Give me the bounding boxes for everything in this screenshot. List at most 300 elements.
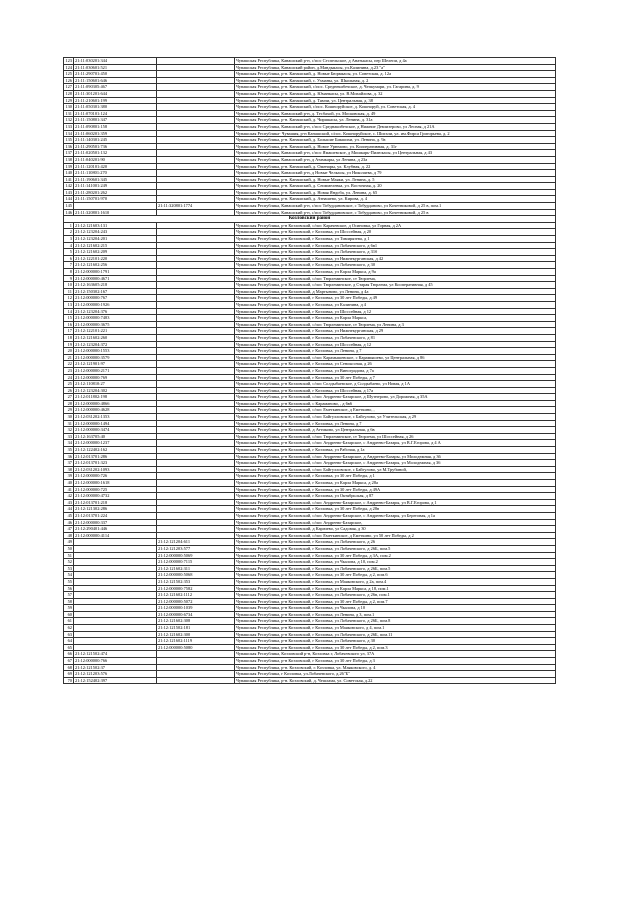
table-row <box>64 209 556 216</box>
row-number-cell: 37 <box>64 460 74 467</box>
row-number-cell: 44 <box>64 506 74 513</box>
row-number-cell: 23 <box>64 367 74 374</box>
premises-number-cell <box>157 328 235 335</box>
table-row <box>64 176 556 183</box>
table-row <box>64 354 556 361</box>
table-row <box>64 414 556 421</box>
cadastral-number-cell: 21:12:152402:397 <box>74 677 157 684</box>
premises-number-cell <box>157 242 235 249</box>
row-number-cell: 36 <box>64 453 74 460</box>
cadastral-number-cell <box>74 625 157 632</box>
premises-number-cell: 21:12:000000:5068 <box>157 572 235 579</box>
cadastral-number-cell: 21:11:150801:347 <box>74 117 157 124</box>
row-number-cell: 17 <box>64 328 74 335</box>
table-row <box>64 84 556 91</box>
premises-number-cell <box>157 84 235 91</box>
row-number-cell: 24 <box>64 374 74 381</box>
address-cell: Чувашская Республика, р-н Козловский, г Козловка, ул Шоссейная, д 17а <box>235 387 556 394</box>
row-number-cell: 62 <box>64 625 74 632</box>
premises-number-cell <box>157 196 235 203</box>
cadastral-number-cell <box>74 585 157 592</box>
address-cell: Чувашская Республика, р-н Козловский, с/пос Байгулловское, с Байгулово, ул Учительская, д 29 <box>235 414 556 421</box>
row-number-cell: 13 <box>64 301 74 308</box>
address-cell: Чувашская Республика, р-н Козловский, г Козловка, ул Ленина, д 3, пом.1 <box>235 611 556 618</box>
premises-number-cell <box>157 262 235 269</box>
address-cell: Чувашская Республика, р-н Козловский, г Козловка, ул Лобачевского, д 26в, пом.1 <box>235 592 556 599</box>
premises-number-cell <box>157 526 235 533</box>
premises-number-cell <box>157 64 235 71</box>
cadastral-number-cell: 21:11:120101:420 <box>74 163 157 170</box>
cadastral-number-cell: 21:12:000000:4114 <box>74 532 157 539</box>
row-number-cell: 141 <box>65 176 72 182</box>
cadastral-number-cell: 21:12:000000:1926 <box>74 301 157 308</box>
premises-number-cell <box>157 229 235 236</box>
table-row <box>64 658 556 665</box>
table-row <box>64 512 556 519</box>
table-row <box>64 301 556 308</box>
cadastral-number-cell: 21:12:000000:7483 <box>74 315 157 322</box>
address-cell: Чувашская Республика, р-н. Канашский, д. Новые Бюрмкасы, ул. Советская, д. 12а <box>235 71 556 78</box>
registry-sheet <box>63 57 556 684</box>
table-row <box>64 671 556 678</box>
row-number-cell: 45 <box>64 512 74 519</box>
row-number-cell: 32 <box>64 427 74 434</box>
address-cell: Чувашская Республика, р-н Козловский, г Козловка, ул Рабочая, д 1а <box>235 447 556 454</box>
row-number-cell: 46 <box>64 519 74 526</box>
premises-number-cell: 21:12:000000:5072 <box>157 598 235 605</box>
address-cell: Чувашская Республика, р-н Козловский, г Козловка, ул Лобачевского, д 6в1 <box>235 242 556 249</box>
table-row <box>64 236 556 243</box>
premises-number-cell: 21:12:000000:7115 <box>157 559 235 566</box>
cadastral-number-cell: 21:12:163705:40 <box>74 433 157 440</box>
address-cell: Чувашская Республика, р-н Козловский, г Козловка, ул Шоссейная, д 12 <box>235 308 556 315</box>
cadastral-number-cell: 21:12:000000:3579 <box>74 354 157 361</box>
cadastral-number-cell: 21:12:031202:1093 <box>74 466 157 473</box>
premises-number-cell <box>157 671 235 678</box>
premises-number-cell <box>157 354 235 361</box>
section-title: Козловский район <box>64 216 556 223</box>
address-cell: Чувашская Республика, р-н Козловский, г Козловка, ул Виноградова, д 7а <box>235 367 556 374</box>
address-cell: Чувашская Республика, р-н Козловский, г Козловка, ул Карла Маркса, д 18, пом.1 <box>235 585 556 592</box>
cadastral-number-cell: 21:12:000000:1237 <box>74 440 157 447</box>
premises-number-cell: 21:12:121602:300 <box>157 631 235 638</box>
address-cell: Чувашская Республика, р-н Козловский, с/пос Солдыбаевское, д Солдыбаево, ул Новая, д 1А <box>235 381 556 388</box>
premises-number-cell <box>157 447 235 454</box>
premises-number-cell <box>157 466 235 473</box>
row-number-cell: 48 <box>64 532 74 539</box>
cadastral-number-cell: 21:12:013701:286 <box>74 453 157 460</box>
premises-number-cell <box>157 150 235 157</box>
row-number-cell: 42 <box>64 493 74 500</box>
row-number-cell: 57 <box>64 592 74 599</box>
table-row <box>64 592 556 599</box>
table-row <box>64 493 556 500</box>
address-cell: Чувашская Республика, р-н Козловский, г Козловка, ул Лобачевского, д 26Б, пом.8 <box>235 618 556 625</box>
address-cell: Чувашская Республика, р-н Козловский, с/пос Карачевское, д Осиновка, ул Горная, д 2А <box>235 222 556 229</box>
cadastral-number-cell <box>74 605 157 612</box>
address-cell: Чувашская Республика, р-н Козловский, с/пос Еметкинское, д Еметкино, ул 50 лет Победы, д 2 <box>235 532 556 539</box>
address-cell: Чувашская Республика, р-н. Канашский, д. Тямчи, ул. Центральная, д. 38 <box>235 97 556 104</box>
address-cell: Чувашская Республика, Канашский р-н, с/пос Тобурдановское, с Тобурданово, ул Кочетниковой, д 25 в, пом.1 <box>235 203 556 210</box>
premises-number-cell: 21:12:000000:6734 <box>157 611 235 618</box>
cadastral-number-cell: 21:11:210601:199 <box>74 97 157 104</box>
table-row <box>64 394 556 401</box>
table-row <box>64 222 556 229</box>
cadastral-number-cell: 21:12:011802:198 <box>74 394 157 401</box>
table-row <box>64 163 556 170</box>
table-row <box>64 460 556 467</box>
cadastral-number-cell: 21:11:140301:245 <box>74 137 157 144</box>
premises-number-cell <box>157 374 235 381</box>
address-cell: Чувашская Республика, р-н Козловский, г Козловка, ул Маяковского, д 2а, пом.4 <box>235 578 556 585</box>
address-cell: Чувашская Республика, р-н Козловский, с Караманово, , д 6в6 <box>235 400 556 407</box>
address-cell: Чувашская Республика, Канашский р-н, с/пос Ямашевское, д Мишкарь-Пилюкасы, ул Центральная, д 43 <box>235 150 556 157</box>
premises-number-cell: 21:12:121602:308 <box>157 618 235 625</box>
premises-number-cell <box>157 282 235 289</box>
cadastral-number-cell: 21:12:122101:220 <box>74 255 157 262</box>
row-number-cell: 34 <box>64 440 74 447</box>
premises-number-cell <box>157 301 235 308</box>
cadastral-number-cell: 21:12:000000:1494 <box>74 420 157 427</box>
table-row <box>64 387 556 394</box>
premises-number-cell <box>157 321 235 328</box>
row-number-cell: 58 <box>64 598 74 605</box>
row-number-cell: 125 <box>65 71 72 77</box>
row-number-cell: 6 <box>64 255 74 262</box>
row-number-cell: 129 <box>65 97 72 103</box>
address-cell: Чувашская Республика, р-н Козловский, д Карачево, ул Садовая, д 30 <box>235 526 556 533</box>
address-cell: Чувашская Республика, г Козловка, ул.Лобачевского, д.26"Б" <box>235 671 556 678</box>
row-number-cell: 3 <box>64 236 74 243</box>
address-cell: Чувашская Республика, р-н Козловский, с/пос Тюрлеминское, ст Тюрлема, ул Шоссейная, д 26 <box>235 433 556 440</box>
premises-number-cell <box>157 658 235 665</box>
row-number-cell: 127 <box>65 84 72 90</box>
table-row <box>64 506 556 513</box>
premises-number-cell <box>157 348 235 355</box>
address-cell: Чувашская Республика, р-н Козловский, г Козловка, ул 30 лет Победы, д 2, пом.3 <box>235 644 556 651</box>
cadastral-number-cell: 21:11:150701:970 <box>74 196 157 203</box>
cadastral-number-cell: 21:11:290701:450 <box>74 71 157 78</box>
address-cell: Чувашская Республика, р-н Козловский, г Козловка, ул Чкалова, д 10, пом.2 <box>235 559 556 566</box>
section-row <box>64 216 556 223</box>
cadastral-number-cell <box>74 578 157 585</box>
premises-number-cell <box>157 137 235 144</box>
row-number-cell: 25 <box>64 381 74 388</box>
premises-number-cell <box>157 334 235 341</box>
premises-number-cell <box>157 209 235 216</box>
premises-number-cell <box>157 407 235 414</box>
premises-number-cell <box>157 269 235 276</box>
row-number-cell: 28 <box>64 400 74 407</box>
row-number-cell: 20 <box>64 348 74 355</box>
cadastral-number-cell: 21:11:030601:521 <box>74 64 157 71</box>
address-cell: Чувашская Республика, р-н Козловский, г Козловка, ул 30 лет Победы, д 7 <box>235 374 556 381</box>
premises-number-cell <box>157 440 235 447</box>
premises-number-cell <box>157 427 235 434</box>
premises-number-cell <box>157 506 235 513</box>
cadastral-number-cell: 21:11:190601:345 <box>74 176 157 183</box>
address-cell: Чувашская Республика, р-н Козловский, г Козловка, ул Чкалова, д 10 <box>235 605 556 612</box>
table-row <box>64 269 556 276</box>
row-number-cell: 19 <box>64 341 74 348</box>
row-number-cell: 9 <box>64 275 74 282</box>
premises-number-cell <box>157 110 235 117</box>
table-row <box>64 433 556 440</box>
row-number-cell: 65 <box>64 644 74 651</box>
cadastral-number-cell: 21:12:121502:37 <box>74 664 157 671</box>
row-number-cell: 63 <box>64 631 74 638</box>
row-number-cell: 16 <box>64 321 74 328</box>
address-cell: Чувашская Республика, Канашский р-н, с/пос Среднакибечское, д Нижние Девлизерово, ул Лесная, д 21А <box>235 123 556 130</box>
row-number-cell: 139 <box>65 163 72 169</box>
table-row <box>64 295 556 302</box>
premises-number-cell <box>157 71 235 78</box>
row-number-cell: 142 <box>65 183 72 189</box>
table-row <box>64 618 556 625</box>
table-row <box>64 117 556 124</box>
row-number-cell: 40 <box>64 480 74 487</box>
premises-number-cell <box>157 130 235 137</box>
premises-number-cell <box>157 341 235 348</box>
row-number-cell: 135 <box>65 137 72 143</box>
premises-number-cell <box>157 381 235 388</box>
table-row <box>64 486 556 493</box>
table-row <box>64 572 556 579</box>
row-number-cell: 18 <box>64 334 74 341</box>
address-cell: Чувашская Республика, р-н Козловский, г Козловка, ул Шоссейная, д 20 <box>235 229 556 236</box>
premises-number-cell: 21:12:121204:611 <box>157 539 235 546</box>
cadastral-number-cell: 21:12:000000:1791 <box>74 269 157 276</box>
premises-number-cell <box>157 295 235 302</box>
address-cell: Чувашская Республика, р-н Козловский, г Козловка, ул Лобачевского, д 30 <box>235 262 556 269</box>
row-number-cell: 138 <box>65 156 72 162</box>
premises-number-cell <box>157 400 235 407</box>
address-cell: Чувашская Республика, р-н Козловский, с/пос Еметкинское, д Еметкино, , <box>235 407 556 414</box>
table-row <box>64 183 556 190</box>
table-row <box>64 578 556 585</box>
cadastral-number-cell: 21:12:000000:1618 <box>74 480 157 487</box>
table-row <box>64 381 556 388</box>
table-row <box>64 552 556 559</box>
address-cell: Чувашская Республика, р-н Козловский, г Козловка, ул Лобачевского, д 26Б, пом.5 <box>235 545 556 552</box>
table-row <box>64 110 556 117</box>
cadastral-number-cell <box>74 545 157 552</box>
premises-number-cell <box>157 664 235 671</box>
row-number-cell: 130 <box>65 104 72 110</box>
premises-number-cell <box>157 486 235 493</box>
premises-number-cell <box>157 361 235 368</box>
table-row <box>64 605 556 612</box>
cadastral-number-cell: 21:12:000000:767 <box>74 295 157 302</box>
table-row <box>64 203 556 210</box>
cadastral-number-cell: 21:12:000000:337 <box>74 519 157 526</box>
address-cell: Чувашская Республика, р-н Козловский, г Козловка, ул 30 лет Победы, д 2, пом.7 <box>235 598 556 605</box>
row-number-cell: 26 <box>64 387 74 394</box>
address-cell: Чувашская Республика, р-н Козловский, г Козловка, ул Нижнекурганская, д 29 <box>235 328 556 335</box>
row-number-cell: 33 <box>64 433 74 440</box>
table-row <box>64 77 556 84</box>
cadastral-number-cell <box>74 631 157 638</box>
table-row <box>64 341 556 348</box>
address-cell: Чувашская Республика, Козловский р-н, Козловка г, Лобачевского ул, 37А <box>235 651 556 658</box>
cadastral-number-cell: 21:11:070101:124 <box>74 110 157 117</box>
table-row <box>64 367 556 374</box>
table-row <box>64 473 556 480</box>
address-cell: Чувашская Республика, р-н. Канашский, д. Оженары, ул. Клубная, д. 22 <box>235 163 556 170</box>
row-number-cell: 47 <box>64 526 74 533</box>
row-number-cell: 31 <box>64 420 74 427</box>
cadastral-number-cell <box>74 618 157 625</box>
table-row <box>64 545 556 552</box>
cadastral-number-cell: 21:12:000000:766 <box>74 658 157 665</box>
cadastral-number-cell: 21:12:121602:215 <box>74 242 157 249</box>
address-cell: Чувашская Республика, р-н Козловский, г Козловка, ул Карла Маркса, д 9а <box>235 269 556 276</box>
cadastral-number-cell: 21:11:040201:90 <box>74 156 157 163</box>
table-row <box>64 480 556 487</box>
table-row <box>64 71 556 78</box>
address-cell: Чувашская Республика, Канашский р-н, д Новые Челкасы, ул Николаева, д 79 <box>235 170 556 177</box>
row-number-cell: 124 <box>65 64 72 70</box>
cadastral-number-cell: 21:11:150601:646 <box>74 77 157 84</box>
premises-number-cell <box>157 97 235 104</box>
premises-number-cell <box>157 677 235 684</box>
address-cell: Чувашская Республика, р-н Козловский, г Козловка, ул 30 лет Победы, д 28в <box>235 506 556 513</box>
row-number-cell: 59 <box>64 605 74 612</box>
row-number-cell: 143 <box>65 189 72 195</box>
cadastral-number-cell: 21:12:121602:209 <box>74 249 157 256</box>
table-row <box>64 315 556 322</box>
row-number-cell: 50 <box>64 545 74 552</box>
table-row <box>64 229 556 236</box>
premises-number-cell: 21:12:000000:1039 <box>157 605 235 612</box>
address-cell: Чувашская Республика, Канашский р-н, д. Тесбахой, ул. Московская, д. 49 <box>235 110 556 117</box>
row-number-cell: 132 <box>65 117 72 123</box>
table-row <box>64 321 556 328</box>
address-cell: Чувашская Республика, Канашский район, д.Мандыкасы, ул.Калинина, д.23 "а" <box>235 64 556 71</box>
row-number-cell: 14 <box>64 308 74 315</box>
table-row <box>64 427 556 434</box>
cadastral-number-cell: 21:11:030201:344 <box>74 58 157 65</box>
cadastral-number-cell: 21:12:013701:218 <box>74 499 157 506</box>
row-number-cell: 144 <box>65 196 72 202</box>
row-number-cell: 11 <box>64 288 74 295</box>
address-cell: Чувашская Республика, р-н Козловский, г Козловка, ул 30 лет Победы, д 49 <box>235 295 556 302</box>
premises-number-cell <box>157 433 235 440</box>
address-cell: Чувашская Республика, р-н Козловский, с/пос Андреево-Базарское, <box>235 519 556 526</box>
table-row <box>64 104 556 111</box>
section-header-body <box>64 216 556 223</box>
table-row <box>64 526 556 533</box>
address-cell: Чувашская Республика, р-н Козловский, с/пос Тюрлеминское, ст Тюрлема, ул Ленина, д 3 <box>235 321 556 328</box>
cadastral-number-cell: 21:11:290501:736 <box>74 143 157 150</box>
table-row <box>64 255 556 262</box>
address-cell: Чувашская Республика- Чувашия, р-н Канашский, с/пос. Кошноруйское, с. Шигали, ул. им.Фирса Григорьева, д. 2 <box>235 130 556 137</box>
premises-number-cell <box>157 453 235 460</box>
premises-number-cell <box>157 499 235 506</box>
table-row <box>64 407 556 414</box>
premises-number-cell <box>157 170 235 177</box>
address-cell: Чувашская Республика, р-н Козловский, г Козловка, ул Лобачевского, д 31б <box>235 249 556 256</box>
row-number-cell: 39 <box>64 473 74 480</box>
row-number-cell: 2 <box>64 229 74 236</box>
address-cell: Чувашская Республика, р-н Козловский, г Козловка, ул Лобачевского, д 26Б, пом.5 <box>235 565 556 572</box>
premises-number-cell <box>157 163 235 170</box>
premises-number-cell <box>157 651 235 658</box>
row-number-cell: 60 <box>64 611 74 618</box>
premises-number-cell: 21:12:121502:181 <box>157 625 235 632</box>
row-number-cell: 56 <box>64 585 74 592</box>
cadastral-number-cell: 21:12:121203:576 <box>74 671 157 678</box>
table-row <box>64 625 556 632</box>
address-cell: Чувашская Республика, р-н Козловский, г Козловка, ул Нижнекурганская, д 42 <box>235 255 556 262</box>
cadastral-number-cell: 21:12:123204:243 <box>74 229 157 236</box>
row-number-cell: 29 <box>64 407 74 414</box>
cadastral-number-cell: 21:12:121302:286 <box>74 506 157 513</box>
premises-number-cell <box>157 493 235 500</box>
row-number-cell: 15 <box>64 315 74 322</box>
address-cell: Чувашская Республика, р-н Козловский, г Козловка, ул Ленина, д 7 <box>235 420 556 427</box>
cadastral-number-cell: 21:12:122402:162 <box>74 447 157 454</box>
cadastral-number-cell: 21:12:121602:260 <box>74 334 157 341</box>
premises-number-cell <box>157 58 235 65</box>
row-number-cell: 70 <box>64 677 74 684</box>
row-number-cell: 38 <box>64 466 74 473</box>
row-number-cell: 1 <box>64 222 74 229</box>
row-number-cell: 61 <box>64 618 74 625</box>
table-row <box>64 308 556 315</box>
address-cell: Чувашская Республика, р-н. Канашский, д. Чиршкасы, ул. Ленина, д. 31а <box>235 117 556 124</box>
cadastral-number-cell: 21:12:122101:221 <box>74 328 157 335</box>
premises-number-cell <box>157 308 235 315</box>
cadastral-number-cell: 21:11:090305:467 <box>74 84 157 91</box>
cadastral-number-cell: 21:12:000000:2171 <box>74 367 157 374</box>
premises-number-cell <box>157 189 235 196</box>
address-cell: Чувашская Республика, Канашский р-н, д Атамкары, ул Ленина, д 23а <box>235 156 556 163</box>
table-row <box>64 374 556 381</box>
row-number-cell: 52 <box>64 559 74 566</box>
cadastral-number-cell <box>74 559 157 566</box>
cadastral-number-cell: 21:12:110810:27 <box>74 381 157 388</box>
cadastral-number-cell: 21:12:013701:224 <box>74 512 157 519</box>
premises-number-cell <box>157 77 235 84</box>
cadastral-number-cell: 21:11:320801:1610 <box>74 209 157 216</box>
table-row <box>64 565 556 572</box>
address-cell: Чувашская Республика, р-н. Канашский, с/пос. Среднекибечское, д. Чепкумари, ул. Гагарина, д. 9 <box>235 84 556 91</box>
address-cell: Чувашская Республика, Канашский р-н, с/пос Тобурдановское, с Тобурданово, ул Кочетниковой, д 25 в <box>235 209 556 216</box>
cadastral-number-cell: 21:12:123204:201 <box>74 236 157 243</box>
address-cell: Чувашская Республика, р-н. Канашский, д. Новые Маяки, ул. Ленина, д. 5 <box>235 176 556 183</box>
address-cell: Чувашская Республика, р-н Козловский, г Козловка, ул Лобачевского, д 30 <box>235 638 556 645</box>
row-number-cell: 64 <box>64 638 74 645</box>
address-cell: Чувашская Республика, р-н Козловский, г Козловка, ул Карла Маркса, д 28а <box>235 480 556 487</box>
premises-number-cell: 21:12:000000:5080 <box>157 644 235 651</box>
cadastral-number-cell: 21:12:000000:1553 <box>74 348 157 355</box>
table-row <box>64 242 556 249</box>
cadastral-number-cell: 21:12:000000:3474 <box>74 427 157 434</box>
address-cell: Чувашская Республика, р-н Козловский, г Козловка, ул Лобачевского, д 81 <box>235 334 556 341</box>
row-number-cell: 10 <box>64 282 74 289</box>
premises-number-cell: 21:12:121602:311 <box>157 565 235 572</box>
row-number-cell: 53 <box>64 565 74 572</box>
premises-number-cell <box>157 222 235 229</box>
table-row <box>64 611 556 618</box>
table-row <box>64 156 556 163</box>
address-cell: Чувашская Республика, р-н Козловский, с/пос Андреево-Базарское, с Андреево-Базары, ул Молодежная, д 36 <box>235 460 556 467</box>
row-number-cell: 55 <box>64 578 74 585</box>
table-row <box>64 275 556 282</box>
row-number-cell: 54 <box>64 572 74 579</box>
address-cell: Чувашская Республика, р-н Козловский, г Козловка, ул Маяковского, д 4, пом.1 <box>235 625 556 632</box>
